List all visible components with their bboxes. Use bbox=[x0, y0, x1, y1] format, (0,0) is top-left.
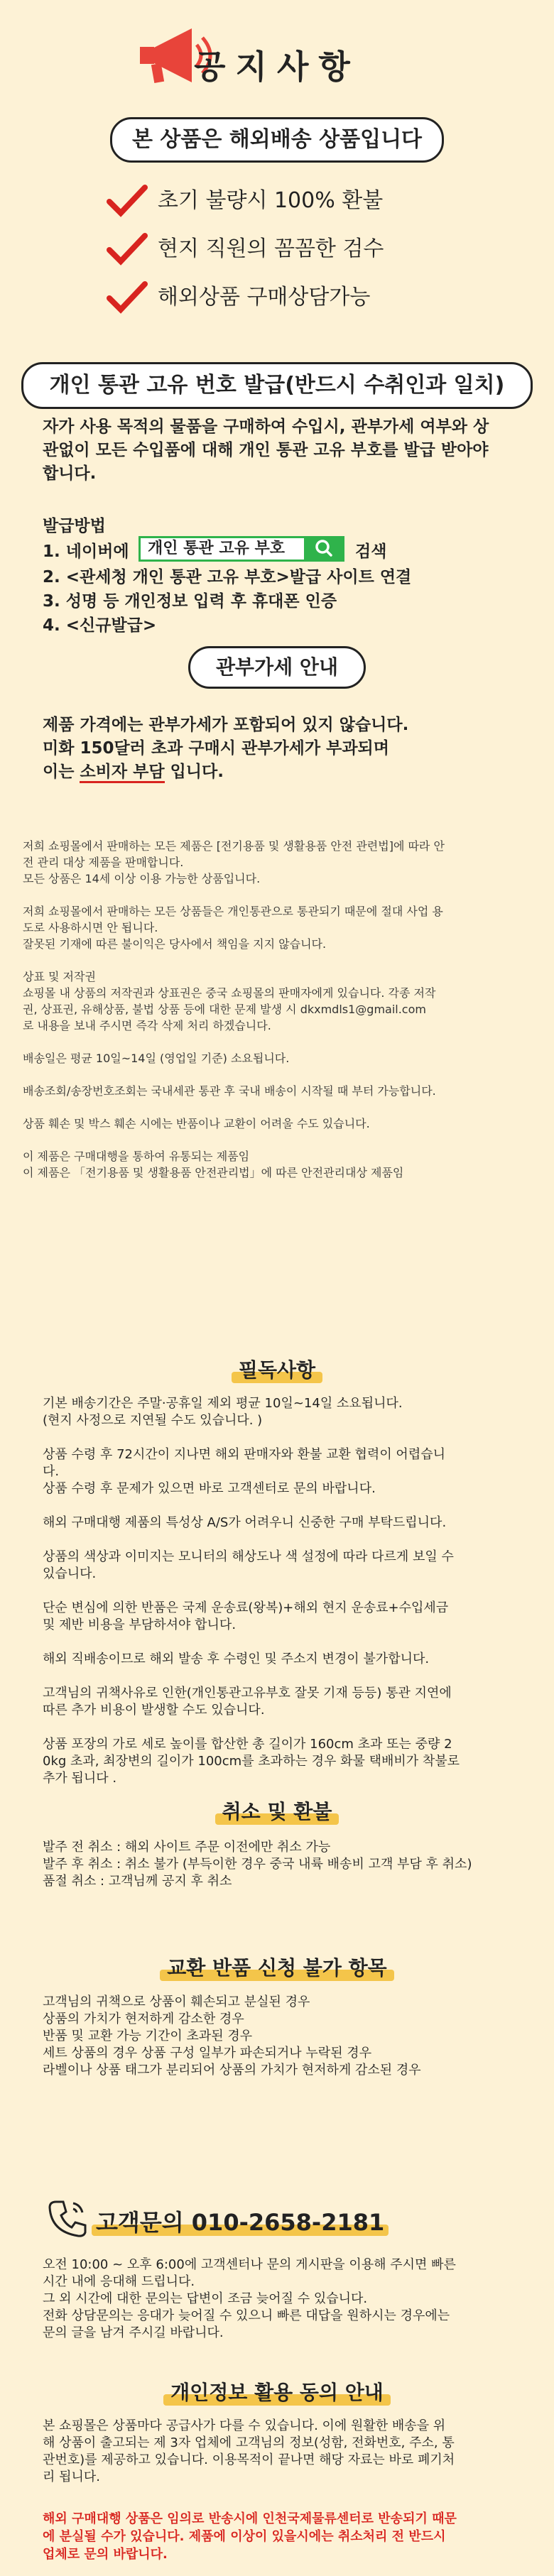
text-line bbox=[23, 887, 534, 903]
tax-title-pill: 관부가세 안내 bbox=[188, 646, 366, 689]
text-line: 이 제품은 「전기용품 및 생활용품 안전관리법」에 따른 안전관리대상 제품임 bbox=[23, 1166, 404, 1179]
text-line: 상품 수령 후 72시간이 지나면 해외 판매자와 환불 교환 협력이 어렵습니 bbox=[43, 1447, 445, 1462]
step-2: 2. <관세청 개인 통관 고유 부호>발급 사이트 연결 bbox=[43, 568, 412, 586]
text-line bbox=[43, 1532, 526, 1549]
text-line: 상품 포장의 가로 세로 높이를 합산한 총 길이가 160cm 초과 또는 중량 2 bbox=[43, 1737, 452, 1752]
text-line bbox=[23, 1132, 534, 1148]
text-line: 추가 됩니다 . bbox=[43, 1771, 117, 1786]
text-line bbox=[43, 1634, 526, 1651]
text-line: (현지 사정으로 지연될 수도 있습니다. ) bbox=[43, 1413, 263, 1428]
text-line: 0kg 초과, 최장변의 길이가 100cm를 초과하는 경우 화물 택배비가 착불로 bbox=[43, 1754, 460, 1769]
phone-icon bbox=[46, 2198, 89, 2240]
privacy-title: 개인정보 활용 동의 안내 bbox=[0, 2377, 554, 2406]
privacy-info bbox=[43, 2418, 526, 2486]
text-line: 라벨이나 상품 태그가 분리되어 상품의 가치가 현저하게 감소된 경우 bbox=[43, 2063, 421, 2078]
naver-search-box: 개인 통관 고유 부호 bbox=[138, 536, 344, 562]
text-line bbox=[23, 952, 534, 968]
text-line: 해외 구매대행 제품의 특성상 A/S가 어려우니 신중한 구매 부탁드립니다. bbox=[43, 1515, 447, 1530]
must-read-list bbox=[43, 1395, 526, 1787]
search-button bbox=[304, 536, 344, 562]
no-return-list bbox=[43, 1994, 526, 2079]
text-line: 반품 및 교환 가능 기간이 초과된 경우 bbox=[43, 2029, 253, 2043]
must-read-title: 필독사항 bbox=[0, 1355, 554, 1383]
text-line: 시간 내에 응대해 드립니다. bbox=[43, 2274, 195, 2289]
text-line: 세트 상품의 경우 상품 구성 일부가 파손되거나 누락된 경우 bbox=[43, 2046, 372, 2061]
overseas-notice-pill: 본 상품은 해외배송 상품입니다 bbox=[110, 117, 444, 163]
text-line: 이 제품은 구매대행을 통하여 유통되는 제품임 bbox=[23, 1150, 250, 1163]
text-line bbox=[23, 1099, 534, 1115]
text-line: 로 내용을 보내 주시면 즉각 삭제 처리 하겠습니다. bbox=[23, 1019, 271, 1032]
text-line: 해 상품이 출고되는 제 3자 업체에 고객님의 정보(성함, 전화번호, 주소, 통 bbox=[43, 2435, 455, 2450]
return-warning bbox=[43, 2510, 526, 2563]
text-line: 문의 글을 남겨 주시길 바랍니다. bbox=[43, 2325, 224, 2340]
page-title: 공지사항 bbox=[194, 48, 360, 86]
text-line: 단순 변심에 의한 반품은 국제 운송료(왕복)+해외 현지 운송료+수입세금 bbox=[43, 1600, 449, 1615]
text-line: 그 외 시간에 대한 문의는 답변이 조금 늦어질 수 있습니다. bbox=[43, 2291, 368, 2306]
step-4: 4. <신규발급> bbox=[43, 616, 157, 635]
tax-description: 제품 가격에는 관부가세가 포함되어 있지 않습니다. 미화 150달러 초과 구매시 관부가세가 부과되며 이는 소비자 부담 입니다. bbox=[43, 714, 408, 784]
text-line: 오전 10:00 ~ 오후 6:00에 고객센터나 문의 게시판을 이용해 주시면 빠른 bbox=[43, 2257, 456, 2272]
text-line bbox=[43, 1583, 526, 1600]
search-icon bbox=[304, 536, 344, 562]
text-line: 관번호)를 제공하고 있습니다. 이용목적이 끝나면 해당 자료는 바로 폐기처 bbox=[43, 2452, 455, 2467]
text-line bbox=[43, 1719, 526, 1736]
check-icon bbox=[107, 281, 148, 314]
text-line: 에 분실될 수가 있습니다. 제품에 이상이 있을시에는 취소처리 전 반드시 bbox=[43, 2529, 446, 2544]
text-line bbox=[43, 1668, 526, 1685]
text-line: 상품 수령 후 문제가 있으면 바로 고객센터로 문의 바랍니다. bbox=[43, 1481, 376, 1496]
text-line: 고객님의 귀책사유로 인한(개인통관고유부호 잘못 기재 등등) 통관 지연에 bbox=[43, 1686, 452, 1701]
text-line: 배송일은 평균 10일~14일 (영업일 기준) 소요됩니다. bbox=[23, 1052, 290, 1065]
text-line: 고객님의 귀책으로 상품이 훼손되고 분실된 경우 bbox=[43, 1994, 310, 2009]
text-line: 잘못된 기재에 따른 불이익은 당사에서 책임을 지지 않습니다. bbox=[23, 937, 327, 951]
text-line: 있습니다. bbox=[43, 1566, 97, 1581]
text-line: 및 제반 비용을 부담하셔야 합니다. bbox=[43, 1617, 237, 1632]
text-line bbox=[23, 1066, 534, 1083]
customs-description: 자가 사용 목적의 물품을 구매하여 수입시, 관부가세 여부와 상 관없이 모든 수입품에 대해 개인 통관 고유 부호를 발급 받아야 합니다. bbox=[43, 417, 489, 483]
text-line: 업체로 문의 바랍니다. bbox=[43, 2547, 168, 2562]
text-line bbox=[43, 1429, 526, 1446]
step-1-suffix: 검색 bbox=[355, 542, 387, 561]
method-title: 발급방법 bbox=[43, 517, 106, 535]
text-line: 해외 구매대행 상품은 임의로 반송시에 인천국제물류센터로 반송되기 때문 bbox=[43, 2511, 457, 2526]
contact-info bbox=[43, 2256, 526, 2342]
text-line: 권, 상표권, 유해상품, 불법 상품 등에 대한 문제 발생 시 dkxmdls1@gmail.com bbox=[23, 1003, 426, 1016]
text-line: 다. bbox=[43, 1464, 60, 1479]
text-line: 도로 사용하시면 안 됩니다. bbox=[23, 921, 158, 934]
text-line bbox=[43, 1497, 526, 1515]
text-line: 저희 쇼핑몰에서 판매하는 모든 제품은 [전기용품 및 생활용품 안전 관련법]에 따라 안 bbox=[23, 839, 445, 853]
consumer-burden-text: 소비자 부담 bbox=[80, 763, 164, 783]
text-line: 배송조회/송장번호조회는 국내세관 통관 후 국내 배송이 시작될 때 부터 가능합니다. bbox=[23, 1084, 436, 1098]
text-line: 발주 후 취소 : 취소 불가 (부득이한 경우 중국 내륙 배송비 고객 부담 후 취소) bbox=[43, 1857, 472, 1872]
text-line: 해외 직배송이므로 해외 발송 후 수령인 및 주소지 변경이 불가합니다. bbox=[43, 1652, 430, 1666]
text-line: 모든 상품은 14세 이상 이용 가능한 상품입니다. bbox=[23, 872, 261, 885]
text-line: 기본 배송기간은 주말·공휴일 제외 평균 10일~14일 소요됩니다. bbox=[43, 1396, 403, 1411]
cancel-refund-list bbox=[43, 1839, 526, 1890]
general-info bbox=[23, 838, 534, 1181]
text-line: 상품의 색상과 이미지는 모니터의 해상도나 색 설정에 따라 다르게 보일 수 bbox=[43, 1549, 454, 1564]
text-line: 상표 및 저작권 bbox=[23, 970, 96, 983]
text-line bbox=[23, 1034, 534, 1050]
notice-page: 공지사항 본 상품은 해외배송 상품입니다 초기 불량시 100% 환불 현지 직원의 꼼꼼한 검수 해외상품 구매상담가능 개인 통관 고유 번호 발급(반드시 수취인과 일치) 자가 사용 목적의 물품을 구매하여 수입시, 관부가세 여부와 상 관없이 모든 수입품에 대해 개인 통관 고유 부호를 발급 받아야 합니다. 발급방법 1. 네이버에 개인 통관 고유 부호 검색 2. <관세청 개인 통관 고유 부호>발급 사이트 연결 3. 성명 등 개인정보 입력 후 휴대폰 인증 4. <신규발급> 관부가세 안내 제품 가격에는 관부가세가 포함되어 있지 않습니다. 미화 150달러 초과 구매시 관부가세가 부과되며 이는 소비자 부담 입니다. 저희 쇼핑몰에서 판매하는 모든 제품은 [전기용품 및 생활용품 안전 관련법]에 따라 안 전 관리 대상 제품을 판매합니다. 모든 상품은 14세 이상 이용 가능한 상품입니다. 저희 쇼핑몰에서 판매하는 모든 상품들은 개인통관으로 통관되기 때문에 절대 사업 용 도로 사용하시면 안 됩니다. 잘못된 기재에 따른 불이익은 당사에서 책임을 지지 않습니다. 상표 및 저작권 쇼핑몰 내 상품의 저작권과 상표권은 중국 쇼핑몰의 판매자에게 있습니다. 각종 저작 권, 상표권, 유해상품, 불법 상품 등에 대한 문제 발생 시 dkxmdls1@gmail.com 로 내용을 보내 주시면 즉각 삭제 처리 하겠습니다. 배송일은 평균 10일~14일 (영업일 기준) 소요됩니다. 배송조회/송장번호조회는 국내세관 통관 후 국내 배송이 시작될 때 부터 가능합니다. 상품 훼손 및 박스 훼손 시에는 반품이나 교환이 어려울 수도 있습니다. 이 제품은 구매대행을 통하여 유통되는 제품임 이 제품은 「전기용품 및 생활용품 안전관리법」에 따른 안전관리대상 제품임 필독사항 기본 배송기간은 주말·공휴일 제외 평균 10일~14일 소요됩니다. (현지 사정으로 지연될 수도 있습니다. ) 상품 수령 후 72시간이 지나면 해외 판매자와 환불 교환 협력이 어렵습니 다. 상품 수령 후 문제가 있으면 바로 고객센터로 문의 바랍니다. 해외 구매대행 제품의 특성상 A/S가 어려우니 신중한 구매 부탁드립니다. 상품의 색상과 이미지는 모니터의 해상도나 색 설정에 따라 다르게 보일 수 있습니다. 단순 변심에 의한 반품은 국제 운송료(왕복)+해외 현지 운송료+수입세금 및 제반 비용을 부담하셔야 합니다. 해외 직배송이므로 해외 발송 후 수령인 및 주소지 변경이 불가합니다. 고객님의 귀책사유로 인한(개인통관고유부호 잘못 기재 등등) 통관 지연에 따른 추가 비용이 발생할 수도 있습니다. 상품 포장의 가로 세로 높이를 합산한 총 길이가 160cm 초과 또는 중량 2 0kg 초과, 최장변의 길이가 100cm를 초과하는 경우 화물 택배비가 착불로 추가 됩니다 . 취소 및 환불 발주 전 취소 : 해외 사이트 주문 이전에만 취소 가능 발주 후 취소 : 취소 불가 (부득이한 경우 중국 내륙 배송비 고객 부담 후 취소) 품절 취소 : 고객님께 공지 후 취소 교환 반품 신청 불가 항목 고객님의 귀책으로 상품이 훼손되고 분실된 경우 상품의 가치가 현저하게 감소한 경우 반품 및 교환 가능 기간이 초과된 경우 세트 상품의 경우 상품 구성 일부가 파손되거나 누락된 경우 라벨이나 상품 태그가 분리되어 상품의 가치가 현저하게 감소된 경우 고객문의 010-2658-2181 오전 10:00 ~ 오후 6:00에 고객센터나 문의 게시판을 이용해 주시면 빠른 시간 내에 응대해 드립니다. 그 외 시간에 대한 문의는 답변이 조금 늦어질 수 있습니다. 전화 상담문의는 응대가 늦어질 수 있으니 빠른 대답을 원하시는 경우에는 문의 글을 남겨 주시길 바랍니다. 개인정보 활용 동의 안내 본 쇼핑몰은 상품마다 공급사가 다를 수 있습니다. 이에 원활한 배송을 위 해 상품이 출고되는 제 3자 업체에 고객님의 정보(성함, 전화번호, 주소, 통 관번호)를 제공하고 있습니다. 이용목적이 끝나면 해당 자료는 바로 폐기처 리 됩니다. 해외 구매대행 상품은 임의로 반송시에 인천국제물류센터로 반송되기 때문 에 분실될 수가 있습니다. 제품에 이상이 있을시에는 취소처리 전 반드시 업체로 문의 바랍니다. bbox=[0, 0, 554, 2576]
text-line: 품절 취소 : 고객님께 공지 후 취소 bbox=[43, 1874, 232, 1889]
step-1-prefix: 1. 네이버에 bbox=[43, 542, 129, 561]
text-line: 따른 추가 비용이 발생할 수도 있습니다. bbox=[43, 1703, 265, 1718]
step-3: 3. 성명 등 개인정보 입력 후 휴대폰 인증 bbox=[43, 592, 337, 611]
contact-title: 고객문의 010-2658-2181 bbox=[96, 2205, 384, 2237]
text-line: 발주 전 취소 : 해외 사이트 주문 이전에만 취소 가능 bbox=[43, 1840, 331, 1855]
text-line: 본 쇼핑몰은 상품마다 공급사가 다를 수 있습니다. 이에 원활한 배송을 위 bbox=[43, 2418, 446, 2433]
text-line: 저희 쇼핑몰에서 판매하는 모든 상품들은 개인통관으로 통관되기 때문에 절대 사업 용 bbox=[23, 905, 443, 918]
customs-title-pill: 개인 통관 고유 번호 발급(반드시 수취인과 일치) bbox=[21, 362, 533, 409]
cancel-refund-title: 취소 및 환불 bbox=[0, 1796, 554, 1825]
text-line: 전화 상담문의는 응대가 늦어질 수 있으니 빠른 대답을 원하시는 경우에는 bbox=[43, 2308, 450, 2323]
text-line: 리 됩니다. bbox=[43, 2469, 100, 2484]
text-line: 전 관리 대상 제품을 판매합니다. bbox=[23, 856, 184, 869]
no-return-title: 교환 반품 신청 불가 항목 bbox=[0, 1953, 554, 1981]
check-icon bbox=[107, 185, 148, 217]
text-line: 상품의 가치가 현저하게 감소한 경우 bbox=[43, 2012, 244, 2026]
text-line: 쇼핑몰 내 상품의 저작권과 상표권은 중국 쇼핑몰의 판매자에게 있습니다. 각종 저작 bbox=[23, 986, 436, 1000]
check-icon bbox=[107, 233, 148, 266]
text-line: 상품 훼손 및 박스 훼손 시에는 반품이나 교환이 어려울 수도 있습니다. bbox=[23, 1117, 370, 1130]
